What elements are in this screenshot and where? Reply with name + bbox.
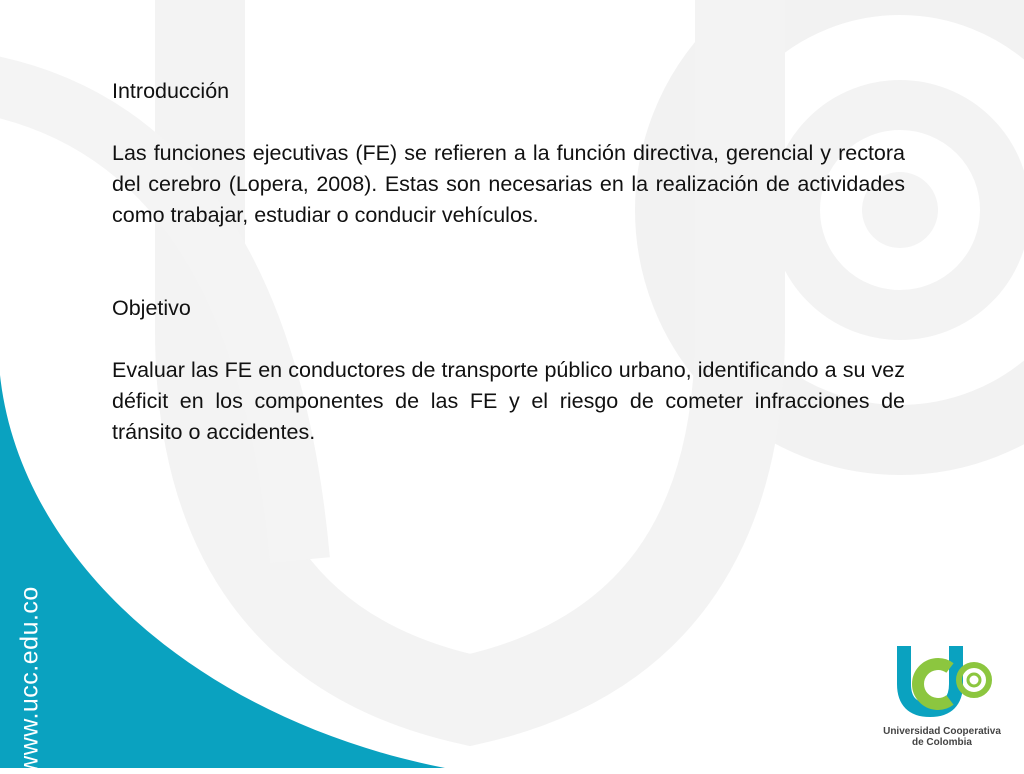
spacer [112,231,905,293]
logo-c-green [918,664,950,704]
slide-content [112,76,905,448]
logo-name-line1: Universidad Cooperativa [883,726,1001,737]
ucc-logo-icon [892,640,992,720]
logo-wordmark [880,726,1004,748]
objective-heading: Objetivo [112,296,191,320]
spacer [112,107,905,138]
intro-heading: Introducción [112,79,230,103]
logo-ring-inner [968,674,980,686]
logo-ring-outer [959,665,989,695]
spacer [112,324,905,355]
website-url: www.ucc.edu.co [15,586,44,774]
objective-paragraph: Evaluar las FE en conductores de transporte público urbano, identificando a su vez déficit en los componentes de las FE y el riesgo de cometer infracciones de tránsito o accidentes. [112,358,905,444]
intro-paragraph: Las funciones ejecutivas (FE) se refieren a la función directiva, gerencial y rectora del cerebro (Lopera, 2008). Estas son necesarias en la realización de actividades como trabajar, estudiar o conducir vehículos. [112,141,905,227]
logo-name-line2: de Colombia [911,737,972,748]
